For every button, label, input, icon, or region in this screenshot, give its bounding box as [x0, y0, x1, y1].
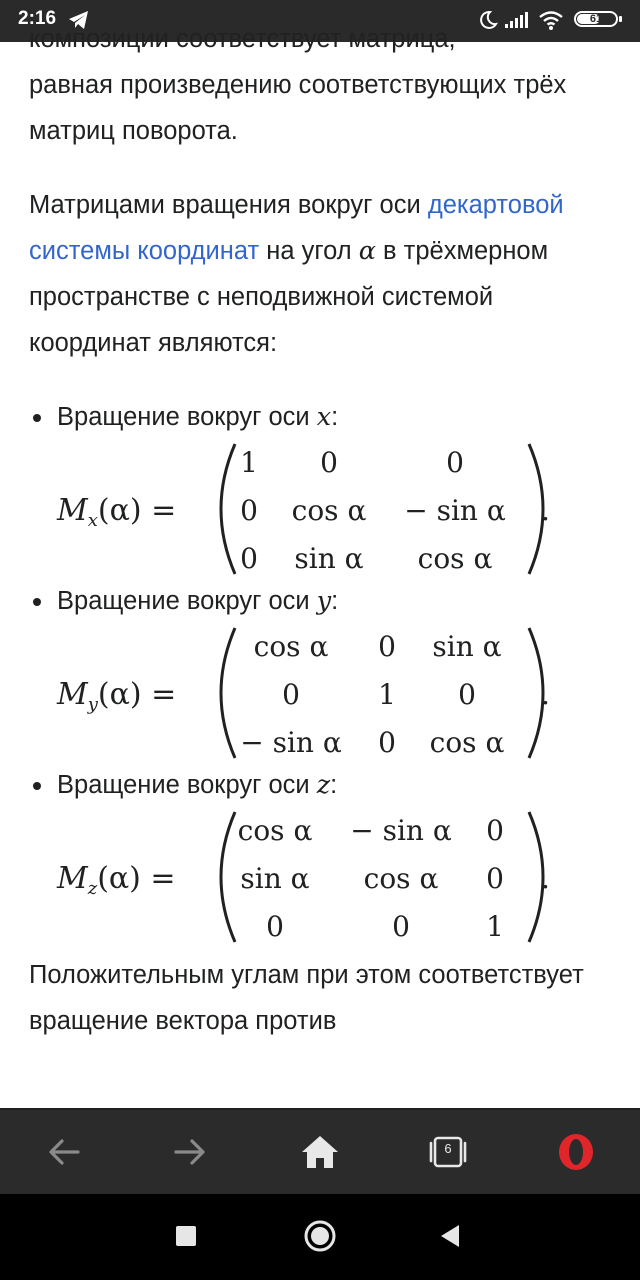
- matrix-cell: 0: [458, 678, 476, 711]
- matrix-cell: − sin α: [240, 726, 342, 759]
- tab-count: 6: [444, 1141, 452, 1156]
- matrix-arg: (α) =: [97, 493, 177, 528]
- matrix-cell: 0: [486, 862, 504, 895]
- matrix-cell: sin α: [240, 862, 310, 895]
- opera-icon[interactable]: [552, 1130, 600, 1174]
- system-navigation-bar: [0, 1194, 640, 1280]
- svg-text:Mx(α) =: [56, 493, 176, 531]
- matrix-mz: [57, 808, 617, 946]
- matrix-cell: 0: [486, 814, 504, 847]
- bullet-text: Вращение вокруг оси: [57, 403, 317, 431]
- list-item-rotation-y: [29, 578, 609, 624]
- matrix-my: [57, 624, 617, 762]
- matrix-arg: (α) =: [97, 861, 176, 896]
- axis-symbol: x: [316, 402, 332, 432]
- matrix-cell: cos α: [417, 542, 493, 575]
- paragraph-text: Матрицами вращения вокруг оси: [29, 191, 428, 219]
- matrix-cell: cos α: [253, 630, 329, 663]
- browser-toolbar: [0, 1108, 640, 1194]
- matrix-cell: cos α: [429, 726, 505, 759]
- list-item-rotation-x: [29, 394, 609, 440]
- back-triangle-icon[interactable]: [430, 1216, 470, 1256]
- bullet-text: Вращение вокруг оси: [57, 587, 317, 615]
- matrix-arg: (α) =: [97, 677, 177, 712]
- svg-text:My(α) =: [56, 677, 176, 715]
- matrix-lhs: M: [57, 861, 88, 896]
- forward-arrow-icon[interactable]: [166, 1130, 214, 1174]
- paragraph-rotation-matrices: [29, 182, 609, 366]
- matrix-cell: 1: [486, 910, 504, 943]
- matrix-cell: 0: [446, 446, 464, 479]
- battery-percent: 61: [589, 13, 603, 25]
- home-circle-icon[interactable]: [300, 1216, 340, 1256]
- paragraph-intro: [29, 16, 609, 154]
- matrix-period: .: [541, 494, 550, 527]
- bullet-colon: :: [331, 587, 339, 615]
- matrix-subscript: z: [87, 878, 98, 899]
- matrix-cell: 0: [240, 494, 258, 527]
- matrix-cell: − sin α: [404, 494, 506, 527]
- axis-symbol: z: [316, 770, 331, 800]
- matrix-cell: cos α: [363, 862, 439, 895]
- matrix-cell: cos α: [291, 494, 367, 527]
- left-paren: [221, 444, 235, 574]
- matrix-lhs: M: [57, 677, 88, 712]
- paragraph-positive-angles: Положительным углам при этом соответствует вращение вектора против: [29, 961, 584, 1035]
- home-icon[interactable]: [296, 1130, 344, 1174]
- left-paren: [221, 628, 235, 758]
- matrix-lhs: M: [57, 493, 88, 528]
- bullet-colon: :: [331, 403, 339, 431]
- status-time: 2:16: [18, 8, 57, 29]
- matrix-cell: 1: [378, 678, 396, 711]
- matrix-period: .: [541, 862, 550, 895]
- matrix-cell: 0: [266, 910, 284, 943]
- matrix-cell: sin α: [432, 630, 502, 663]
- list-item-rotation-z: [29, 762, 609, 808]
- matrix-cell: − sin α: [350, 814, 452, 847]
- svg-text:Mz(α) =: [56, 861, 176, 899]
- matrix-period: .: [541, 678, 550, 711]
- tabs-button[interactable]: [424, 1130, 472, 1174]
- matrix-subscript: y: [87, 694, 98, 715]
- matrix-cell: sin α: [294, 542, 364, 575]
- matrix-cell: cos α: [237, 814, 313, 847]
- article: [29, 16, 609, 1044]
- recents-icon[interactable]: [166, 1216, 206, 1256]
- cartesian-coordinates-link[interactable]: декартовой системы координат: [29, 191, 564, 265]
- bullet-colon: :: [330, 771, 338, 799]
- left-paren: [221, 812, 235, 942]
- matrix-subscript: x: [87, 510, 98, 531]
- axis-symbol: y: [316, 586, 332, 616]
- matrix-cell: 0: [240, 542, 258, 575]
- bullet-text: Вращение вокруг оси: [57, 771, 317, 799]
- back-arrow-icon[interactable]: [40, 1130, 88, 1174]
- page-content[interactable]: [0, 25, 640, 1108]
- matrix-cell: 0: [378, 726, 396, 759]
- paragraph-intro-cut-line: композиции соответствует матрица,: [29, 25, 456, 53]
- paragraph-intro-text: равная произведению соответствующих трёх матриц поворота.: [29, 71, 567, 145]
- matrix-cell: 0: [378, 630, 396, 663]
- paragraph-text: на угол: [259, 237, 359, 265]
- matrix-cell: 0: [392, 910, 410, 943]
- paragraph-text: в трёхмерном пространстве с неподвижной системой координат являются:: [29, 237, 549, 357]
- matrix-cell: 1: [240, 446, 258, 479]
- matrix-cell: 0: [320, 446, 338, 479]
- rotation-list: [29, 394, 609, 946]
- alpha-symbol: α: [358, 236, 376, 266]
- matrix-mx: [57, 440, 617, 578]
- matrix-cell: 0: [282, 678, 300, 711]
